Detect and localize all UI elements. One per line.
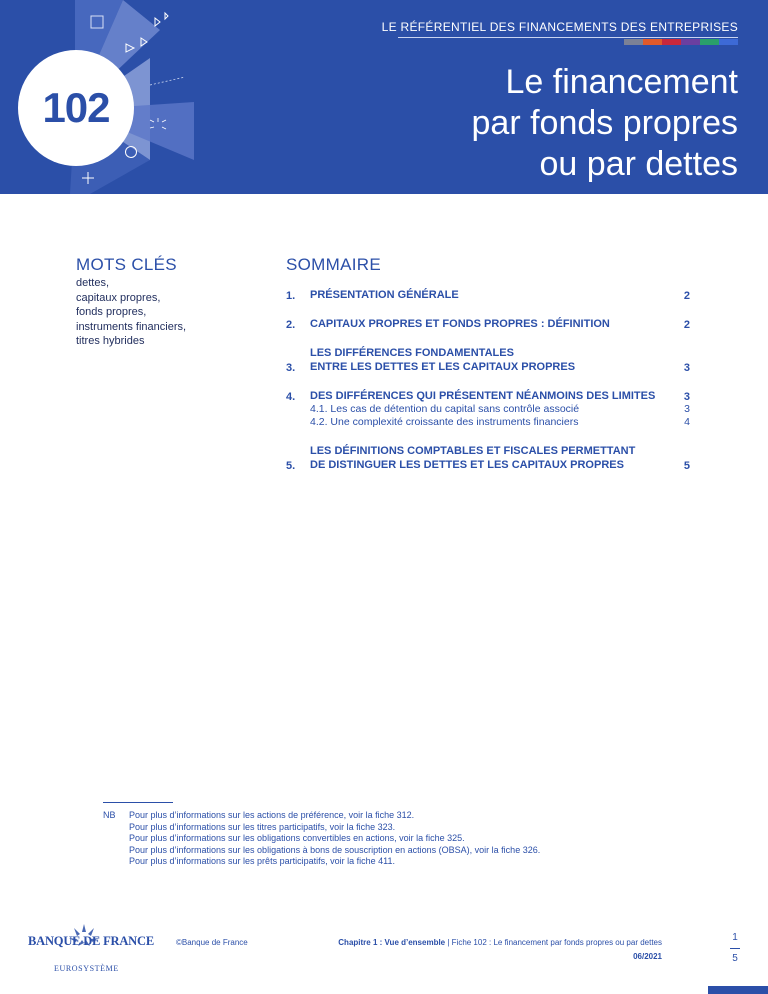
toc-entry[interactable] (286, 317, 690, 331)
note-label: NB (103, 810, 116, 820)
toc-page-number: 5 (683, 460, 690, 472)
toc-page-number: 3 (683, 362, 690, 374)
toc-page-number: 2 (683, 290, 690, 302)
toc-number: 1. (286, 290, 296, 302)
toc-subentry-page: 3 (684, 403, 690, 415)
fiche-number-badge (18, 50, 134, 166)
title-line: ou par dettes (539, 145, 738, 183)
title-line: par fonds propres (471, 104, 738, 142)
note-line: Pour plus d’informations sur les obligations convertibles en actions, voir la fiche 325. (129, 833, 465, 843)
color-swatch (643, 39, 662, 45)
logo-subtitle: EUROSYSTÈME (54, 964, 119, 973)
fiche-number: 102 (42, 84, 110, 131)
toc-title-line: LES DÉFINITIONS COMPTABLES ET FISCALES PERMETTANT (310, 445, 636, 457)
keyword: titres hybrides (76, 335, 145, 347)
summary-heading: SOMMAIRE (286, 255, 381, 274)
toc-title-line: DE DISTINGUER LES DETTES ET LES CAPITAUX PROPRES (310, 459, 624, 471)
keywords-heading: MOTS CLÉS (76, 255, 177, 274)
toc-subentry-title: 4.2. Une complexité croissante des instruments financiers (310, 416, 579, 428)
color-bar (624, 39, 738, 45)
color-swatch (662, 39, 681, 45)
page-title (472, 62, 739, 185)
banque-de-france-logo (28, 934, 154, 973)
toc-entry[interactable] (286, 288, 690, 302)
toc-subentry[interactable] (286, 403, 690, 416)
toc-entry[interactable] (286, 346, 690, 374)
keyword: dettes, (76, 277, 110, 289)
toc-number: 2. (286, 319, 296, 331)
series-label: LE RÉFÉRENTIEL DES FINANCEMENTS DES ENTREPRISES (381, 20, 738, 34)
toc-title-line: ENTRE LES DETTES ET LES CAPITAUX PROPRES (310, 361, 576, 373)
toc-number: 4. (286, 391, 296, 403)
color-swatch (624, 39, 643, 45)
toc-title (310, 444, 670, 472)
footer-date: 06/2021 (633, 952, 662, 961)
footnote (103, 810, 540, 868)
toc-page-number: 3 (683, 391, 690, 403)
fiche-reference: | Fiche 102 : Le financement par fonds propres ou par dettes (445, 938, 662, 947)
toc-title (310, 288, 670, 302)
page-header (0, 0, 768, 194)
keywords-list (76, 276, 186, 349)
title-line: Le financement (505, 63, 738, 101)
color-swatch (681, 39, 700, 45)
page-number (728, 932, 742, 964)
copyright: ©Banque de France (176, 938, 248, 947)
toc-title (310, 389, 670, 403)
table-of-contents (286, 288, 690, 487)
toc-entry[interactable] (286, 444, 690, 472)
total-pages: 5 (732, 953, 738, 964)
toc-title-line: PRÉSENTATION GÉNÉRALE (310, 289, 459, 301)
note-line: Pour plus d’informations sur les obligations à bons de souscription en actions (OBSA), voir la fiche 326. (129, 844, 541, 855)
toc-subentry-page: 4 (684, 416, 690, 428)
toc-subentry[interactable] (286, 416, 690, 429)
note-line: Pour plus d’informations sur les titres participatifs, voir la fiche 323. (129, 821, 396, 832)
toc-entry[interactable] (286, 389, 690, 429)
corner-bar (708, 986, 768, 994)
keyword: fonds propres, (76, 306, 147, 318)
toc-title-line: DES DIFFÉRENCES QUI PRÉSENTENT NÉANMOINS DES LIMITES (310, 390, 656, 402)
note-line: Pour plus d’informations sur les prêts participatifs, voir la fiche 411. (129, 856, 395, 866)
footer-chapter (338, 938, 662, 947)
toc-number: 3. (286, 362, 296, 374)
current-page: 1 (732, 932, 738, 943)
toc-title-line: LES DIFFÉRENCES FONDAMENTALES (310, 347, 514, 359)
header-rule (398, 37, 738, 38)
keyword: instruments financiers, (76, 320, 187, 333)
note-line: Pour plus d’informations sur les actions de préférence, voir la fiche 312. (129, 810, 415, 820)
keyword: capitaux propres, (76, 291, 161, 304)
toc-subentry-title: 4.1. Les cas de détention du capital sans contrôle associé (310, 403, 580, 415)
chapter-title: Chapitre 1 : Vue d’ensemble (338, 938, 446, 947)
note-rule (103, 802, 173, 803)
color-swatch (719, 39, 738, 45)
color-swatch (700, 39, 719, 45)
toc-title (310, 317, 670, 331)
toc-page-number: 2 (683, 319, 690, 331)
toc-title-line: CAPITAUX PROPRES ET FONDS PROPRES : DÉFINITION (310, 318, 610, 330)
toc-title (310, 346, 670, 374)
logo-name: BANQUE DE FRANCE (28, 934, 154, 948)
toc-number: 5. (286, 460, 296, 472)
